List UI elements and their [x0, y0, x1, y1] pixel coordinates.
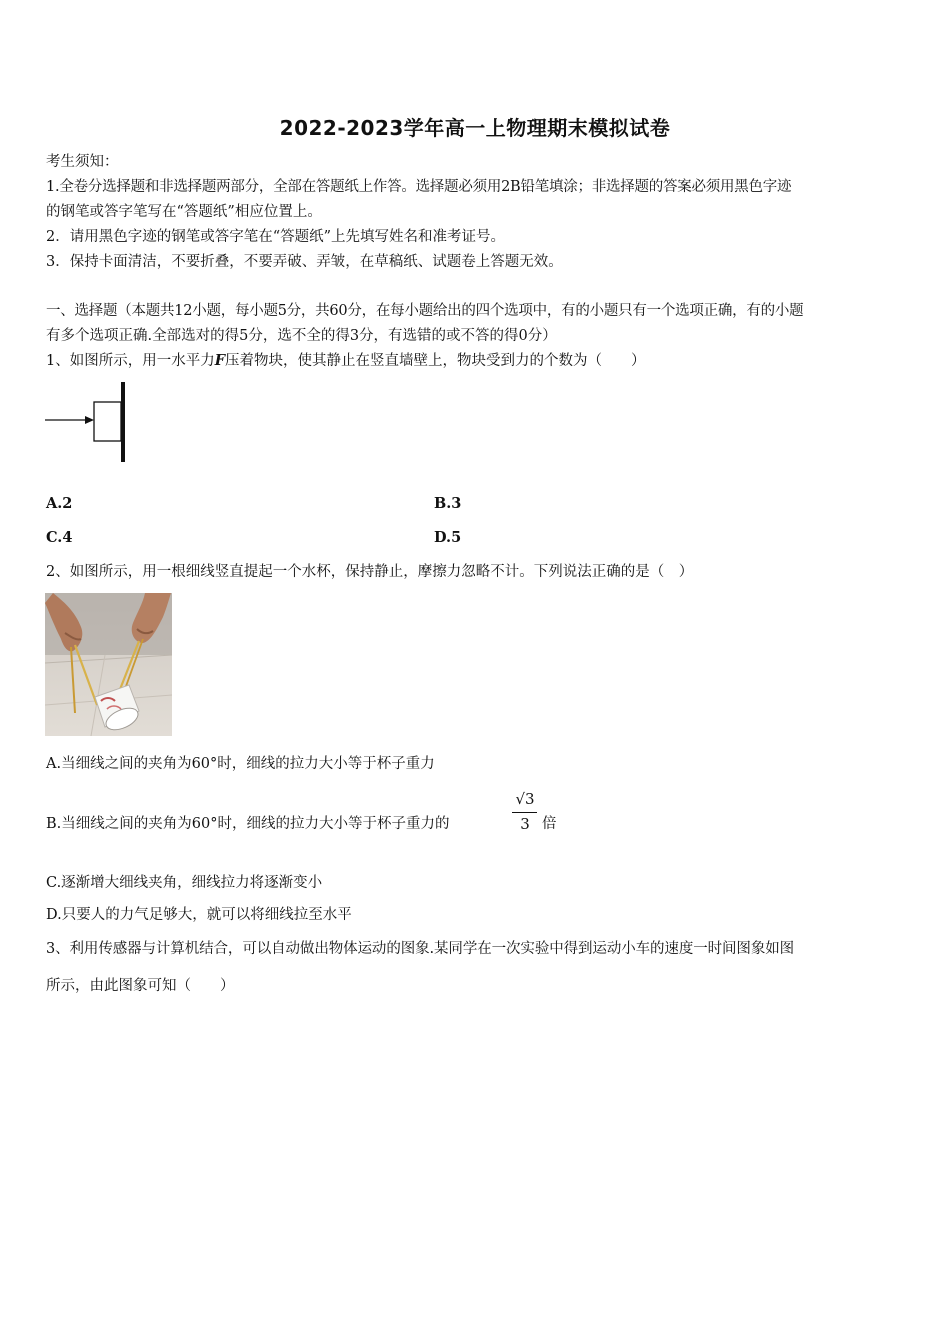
force-symbol: F [214, 352, 226, 369]
notice-item-1-line-1: 1.全卷分选择题和非选择题两部分，全部在答题纸上作答。选择题必须用2B铅笔填涂；非选择题的答案必须用黑色字迹 [46, 179, 792, 195]
section-1-heading-line-1: 一、选择题（本题共12小题，每小题5分，共60分，在每小题给出的四个选项中，有的小题只有一个选项正确，有的小题 [46, 303, 804, 319]
question-2-option-d: D.只要人的力气足够大，就可以将细线拉至水平 [46, 907, 352, 923]
question-1-option-c: C.4 [46, 529, 73, 546]
block-against-wall-diagram [44, 380, 136, 464]
notice-item-3: 3．保持卡面清洁，不要折叠，不要弄破、弄皱，在草稿纸、试题卷上答题无效。 [46, 254, 563, 270]
force-arrow-head [85, 416, 94, 424]
question-3-stem-line-2: 所示，由此图象可知（ ） [46, 978, 235, 994]
question-1-option-b: B.3 [434, 495, 462, 512]
notice-item-2: 2．请用黑色字迹的钢笔或答字笔在“答题纸”上先填写姓名和准考证号。 [46, 229, 506, 245]
question-1-option-d: D.5 [434, 529, 462, 546]
cup-lifted-by-strings-photo [45, 593, 172, 736]
notice-item-1-line-2: 的钢笔或答字笔写在“答题纸”相应位置上。 [46, 204, 322, 220]
question-2-option-a: A.当细线之间的夹角为60°时，细线的拉力大小等于杯子重力 [46, 756, 435, 772]
fraction-bar [512, 812, 537, 813]
section-1-heading-line-2: 有多个选项正确.全部选对的得5分，选不全的得3分，有选错的或不答的得0分） [46, 328, 557, 344]
question-2-option-b: B.当细线之间的夹角为60°时，细线的拉力大小等于杯子重力的 [46, 816, 450, 832]
notice-heading: 考生须知： [46, 154, 119, 170]
block [94, 402, 121, 441]
sqrt3-over-3-fraction [511, 790, 539, 838]
fraction-denominator: 3 [520, 815, 530, 833]
fraction-numerator: √3 [515, 790, 535, 808]
question-2-option-c: C.逐渐增大细线夹角，细线拉力将逐渐变小 [46, 875, 323, 891]
question-1-stem-prefix: 1、如图所示，用一水平力 [46, 353, 215, 369]
page-title: 2022-2023学年高一上物理期末模拟试卷 [279, 116, 671, 140]
question-1-stem [46, 351, 646, 371]
question-1-stem-suffix: 压着物块，使其静止在竖直墙壁上，物块受到力的个数为（ ） [225, 353, 646, 369]
question-2-option-b-suffix: 倍 [542, 816, 557, 832]
question-1-option-a: A.2 [46, 495, 73, 512]
question-3-stem-line-1: 3、利用传感器与计算机结合，可以自动做出物体运动的图象.某同学在一次实验中得到运动小车的速度一时间图象如图 [46, 941, 795, 957]
question-2-stem: 2、如图所示，用一根细线竖直提起一个水杯，保持静止，摩擦力忽略不计。下列说法正确的是（ ） [46, 564, 694, 580]
